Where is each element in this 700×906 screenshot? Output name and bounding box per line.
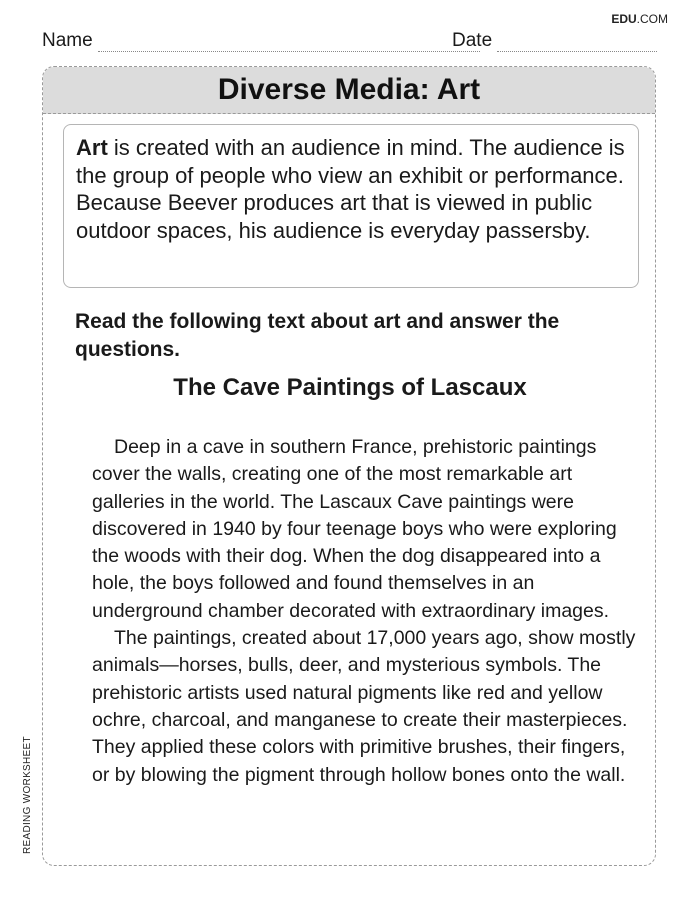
date-label: Date (452, 30, 493, 51)
instructions: Read the following text about art and answer the questions. (75, 310, 560, 361)
side-label: READING WORKSHEET (22, 736, 33, 854)
story-paragraph: The paintings, created about 17,000 years ago, show mostly animals—horses, bulls, deer, and mysterious symbols. The prehistoric artists used natural pigments like red and yellow ochre, charcoal, and manganese to create their masterpieces. They applied these colors with primitive brushes, their fingers, or by blowing the pigment through hollow bones onto the wall. (92, 627, 636, 786)
brand-logo (611, 12, 668, 26)
story-paragraph: Deep in a cave in southern France, prehistoric paintings cover the walls, creating one of the most remarkable art galleries in the world. The Lascaux Cave paintings were discovered in 1940 by four teenage boys who were exploring the woods with their dog. When the dog disappeared into a hole, the boys followed and found themselves in an underground chamber decorated with extraordinary images. (92, 436, 617, 622)
brand-suffix: .COM (636, 12, 668, 26)
name-field[interactable] (98, 51, 480, 52)
definition-term: Art (76, 135, 108, 160)
story-title: The Cave Paintings of Lascaux (173, 374, 527, 401)
worksheet-title: Diverse Media: Art (43, 67, 655, 114)
date-field[interactable] (497, 51, 657, 52)
worksheet-frame (42, 66, 656, 866)
definition-text: is created with an audience in mind. The audience is the group of people who view an exhibit or performance. Because Beever produces art that is viewed in public outdoor spaces, his audience is everyday passersby. (76, 135, 625, 243)
definition-box (63, 124, 639, 288)
name-label: Name (42, 30, 93, 51)
name-date-row (42, 30, 658, 56)
brand-name: EDU (611, 12, 637, 26)
story-text (92, 434, 637, 789)
